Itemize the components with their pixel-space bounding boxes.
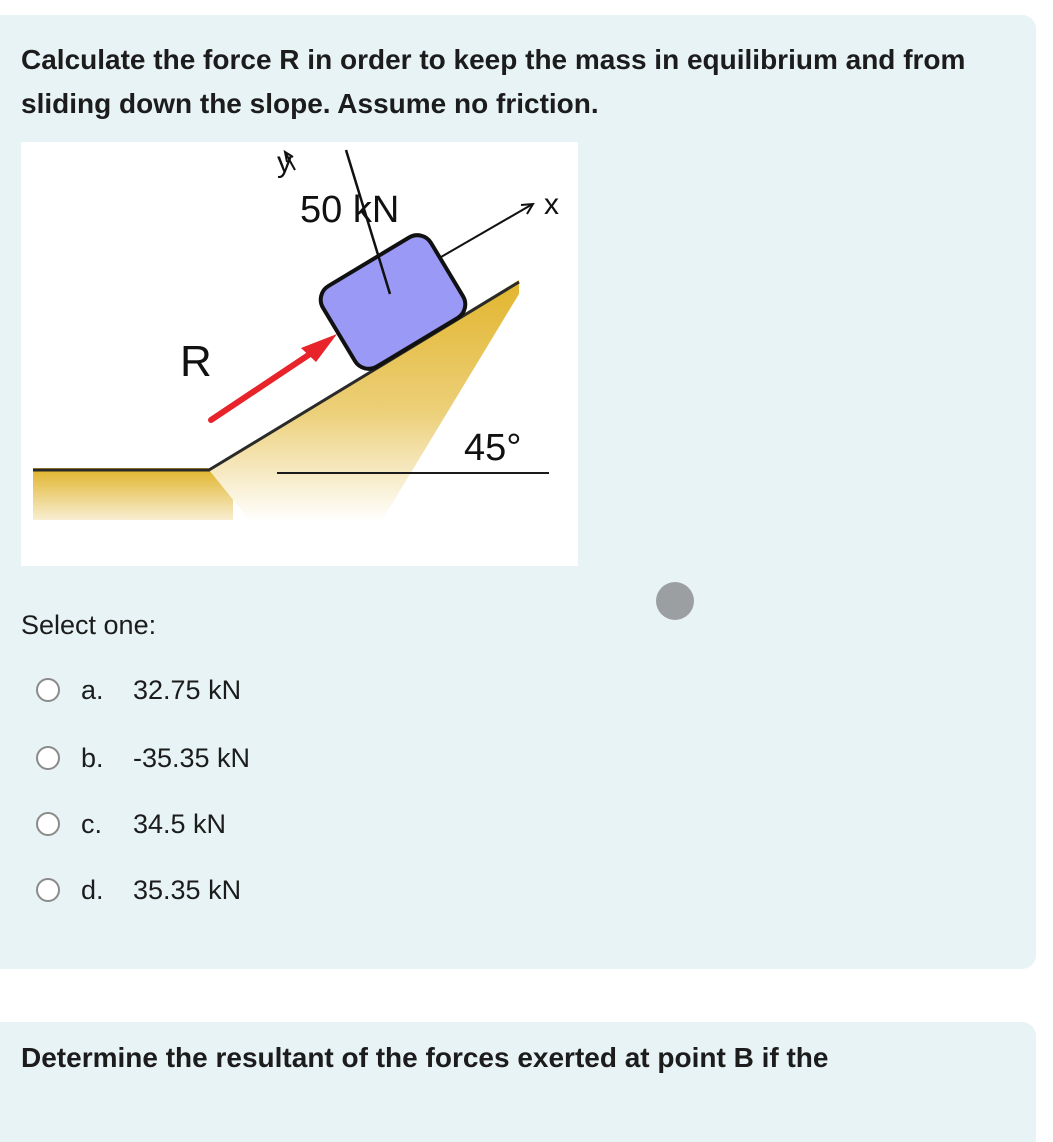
next-question-text: Determine the resultant of the forces exerted at point B if the [21, 1042, 829, 1073]
ground [33, 468, 233, 520]
question-flag-indicator[interactable] [656, 582, 694, 620]
option-text: 32.75 kN [133, 674, 242, 705]
option-letter: d. [81, 874, 104, 905]
radio-button[interactable] [36, 678, 60, 702]
x-axis-label: x [544, 188, 559, 221]
weight-label: 50 kN [300, 189, 400, 231]
option-text: 35.35 kN [133, 874, 242, 905]
radio-button[interactable] [36, 878, 60, 902]
option-text: -35.35 kN [133, 742, 251, 773]
question-text: Calculate the force R in order to keep the mass in equilibrium and from sliding down the slope. Assume no friction. [21, 44, 966, 119]
option-letter: b. [81, 742, 104, 773]
option-letter: a. [81, 674, 104, 705]
option-b[interactable] [36, 738, 250, 778]
radio-button[interactable] [36, 812, 60, 836]
force-r-arrow [211, 350, 316, 420]
option-text: 34.5 kN [133, 808, 227, 839]
option-a[interactable] [36, 670, 241, 710]
option-letter: c. [81, 808, 103, 839]
option-d[interactable] [36, 870, 241, 910]
next-question-card [0, 1022, 1036, 1142]
force-r-label: R [180, 337, 212, 386]
option-c[interactable] [36, 804, 226, 844]
x-axis-arrow [441, 205, 531, 257]
angle-label: 45° [464, 427, 522, 469]
select-one-label: Select one: [21, 610, 157, 640]
incline-diagram [21, 142, 578, 566]
incline-diagram-svg [21, 142, 578, 566]
y-axis-label: y [277, 146, 292, 179]
radio-button[interactable] [36, 746, 60, 770]
